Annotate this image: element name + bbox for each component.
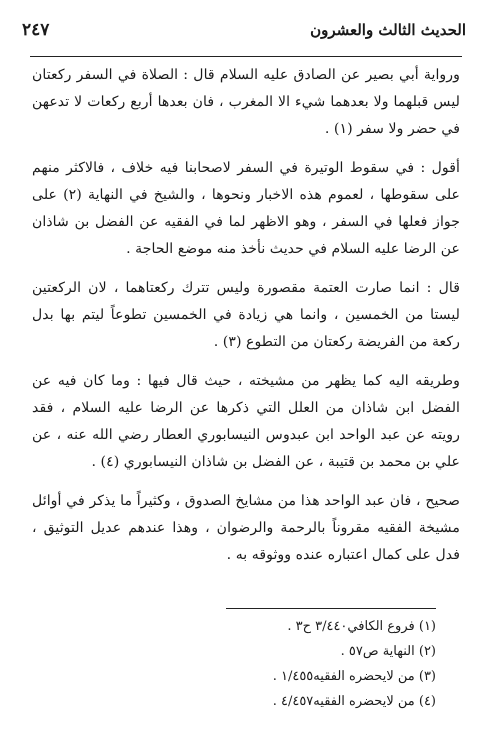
page-header: [22, 8, 466, 52]
paragraph: قال : انما صارت العتمة مقصورة وليس تترك ركعتاهما ، لان الركعتين ليستا من الخمسين ، وانما هي زيادة في الخمسين تطوعاً ليتم بها بدل ركعة من الفريضة ركعتان من التطوع (٣) .: [32, 280, 460, 350]
footnotes: [176, 614, 436, 714]
footnote: (١) فروع الكافي٣/٤٤٠ ح٣ .: [287, 619, 436, 634]
header-rule: [30, 56, 462, 57]
footnote: (٣) من لايحضره الفقيه١/٤٥٥ .: [272, 669, 436, 684]
page-number: ٢٤٧: [22, 20, 50, 40]
paragraph: صحيح ، فان عبد الواحد هذا من مشايخ الصدوق ، وكثيراً ما يذكر في أوائل مشيخة الفقيه مقروناً بالرحمة والرضوان ، وهذا عندهم عديل التوثيق ، فدل على كمال اعتباره عنده ووثوقه به .: [32, 493, 460, 563]
footnote: (٢) النهاية ص٥٧ .: [340, 644, 436, 659]
paragraph: وطريقه اليه كما يظهر من مشيخته ، حيث قال فيها : وما كان فيه عن الفضل ابن شاذان من العلل التي ذكرها عن الرضا عليه السلام ، فقد رويته عن عبد الواحد ابن عبدوس النيسابوري العطار رضي الله عنه ، عن علي بن محمد بن قتيبة ، عن الفضل بن شاذان النيسابوري (٤) .: [32, 373, 460, 470]
body-text: [32, 62, 460, 581]
paragraph: أقول : في سقوط الوتيرة في السفر لاصحابنا فيه خلاف ، فالاكثر منهم على سقوطها ، لعموم هذه الاخبار ونحوها ، والشيخ في النهاية (٢) على جواز فعلها في السفر ، وهو الاظهر لما في الفقيه عن الفضل بن شاذان عن الرضا عليه السلام في حديث نأخذ منه موضع الحاجة .: [32, 160, 460, 257]
footnote-rule: [226, 608, 436, 609]
running-title: الحديث الثالث والعشرون: [310, 21, 466, 39]
footnote: (٤) من لايحضره الفقيه٤/٤٥٧ .: [272, 694, 436, 709]
paragraph: ورواية أبي بصير عن الصادق عليه السلام قال : الصلاة في السفر ركعتان ليس قبلهما ولا بعدهما شيء الا المغرب ، فان بعدها أربع ركعات لا تدعهن في حضر ولا سفر (١) .: [32, 67, 460, 137]
